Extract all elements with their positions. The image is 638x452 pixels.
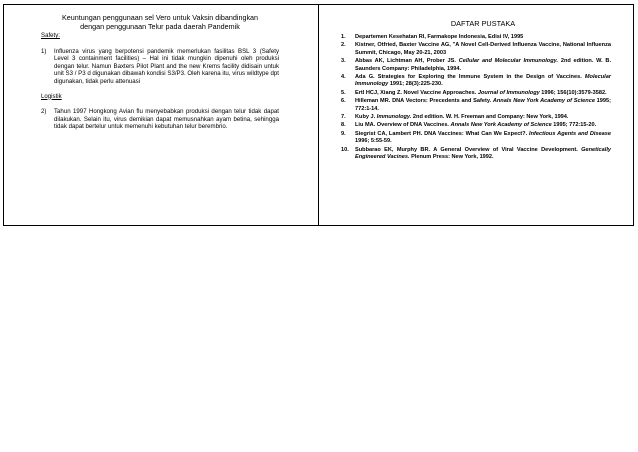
reference-part: 1996; 5:55-59. xyxy=(355,138,392,145)
reference-part: Siegrist CA, Lambert PH. DNA Vaccines: What Can We Expect?. xyxy=(355,130,530,137)
reference-part: Plenum Press: New York, 1992. xyxy=(409,154,494,161)
item-number: 2) xyxy=(41,108,47,116)
reference-number: 10. xyxy=(341,146,349,153)
reference-number: 9. xyxy=(341,130,346,137)
reference-part: Kistner, Otfried, Baxter Vaccine AG, "A Novel Cell-Derived Influenza Vaccine, National Influenza Summit, Chicago, May 20-21, 2003 xyxy=(355,42,611,56)
reference-text xyxy=(355,98,611,113)
reference-title-italic: Infectious Agents and Disease xyxy=(529,130,611,137)
reference-part: 2nd edition. W. B. Saunders Company: Philadelphia, 1994. xyxy=(355,58,612,72)
reference-title-italic: Immunology. xyxy=(376,114,412,121)
reference-text xyxy=(355,131,611,146)
reference-part: 2nd edition. W. H. Freeman and Company: New York, 1994. xyxy=(411,114,569,121)
reference-part: Abbas AK, Lichtman AH, Prober JS. xyxy=(355,58,459,65)
reference-text xyxy=(355,114,568,121)
reference-text xyxy=(355,147,611,162)
reference-part: 1995; 772:15-20. xyxy=(551,122,597,129)
reference-item xyxy=(341,114,611,121)
reference-part: Hilleman MR. DNA Vectors: Precedents and Safety. xyxy=(355,98,493,105)
reference-number: 3. xyxy=(341,58,346,65)
reference-number: 4. xyxy=(341,74,346,81)
reference-item xyxy=(341,122,611,129)
logistik-item xyxy=(41,108,279,131)
item-number: 1) xyxy=(41,47,47,55)
reference-item xyxy=(341,131,611,146)
reference-item xyxy=(341,42,611,57)
reference-title-italic: Annals New York Academy of Science xyxy=(450,122,552,129)
reference-part: Departemen Kesehatan RI, Farmakope Indonesia, Edisi IV, 1995 xyxy=(355,34,524,40)
reference-item xyxy=(341,34,611,41)
reference-item xyxy=(341,58,611,73)
reference-part: Kuby J. xyxy=(355,114,377,121)
item-text: Influenza virus yang berpotensi pandemik memerlukan fasilitas BSL 3 (Safety Level 3 containment facilities) – Hal ini tidak mungkin dipenuhi oleh produksi dengan telur. Namun Baxters Pilot Plant and the new Krems facility didisain untuk unit S3 / P3 d digunakan dibawah kondisi S3/P3. Oleh karena itu, virus wildtype dpt digunakan, tidak perlu attenuasi xyxy=(54,47,279,85)
reference-part: Liu MA. Overview of DNA Vaccines. xyxy=(355,122,451,129)
reference-text xyxy=(355,58,611,73)
reference-number: 7. xyxy=(341,114,346,121)
reference-number: 2. xyxy=(341,42,346,49)
reference-number: 6. xyxy=(341,98,346,105)
reference-text xyxy=(355,34,523,41)
reference-text xyxy=(355,90,607,97)
reference-text xyxy=(355,122,596,129)
reference-title-italic: Molecular Immunology xyxy=(355,74,611,88)
reference-part: 1991; 28(3):225-230. xyxy=(388,81,443,88)
reference-title-italic: Journal of Immunology xyxy=(477,89,540,96)
references-title: DAFTAR PUSTAKA xyxy=(450,19,516,28)
item-text: Tahun 1997 Hongkong Avian flu menyebabkan produksi dengan telur tidak dapat dilakukan. Selain itu, virus demikian dapat memusnahkan ayam betina, sehingga tidak dapat bertelur untuk memenuhi kebutuhan telur berembrio. xyxy=(54,108,279,131)
reference-item xyxy=(341,147,611,162)
column-divider xyxy=(318,4,319,226)
reference-title-italic: Cellular and Molecular Immunology. xyxy=(458,58,559,65)
reference-part: Ertl HCJ, Xiang Z. Novel Vaccine Approaches. xyxy=(355,89,478,96)
reference-part: 1995; 772:1-14. xyxy=(355,98,611,112)
reference-number: 8. xyxy=(341,122,346,129)
reference-title-italic: Genetically Engineered Vacines. xyxy=(355,146,611,161)
left-panel xyxy=(41,13,279,131)
right-panel xyxy=(341,19,611,163)
reference-text xyxy=(355,74,611,89)
reference-part: 1996; 156(10):3579-3582. xyxy=(539,89,607,96)
bottom-rule xyxy=(318,225,634,226)
reference-text xyxy=(355,42,611,57)
reference-item xyxy=(341,90,611,97)
reference-part: Ada G. Strategies for Exploring the Immune System in the Design of Vaccines. xyxy=(355,74,585,81)
safety-item xyxy=(41,48,279,86)
reference-list xyxy=(341,34,611,162)
reference-item xyxy=(341,74,611,89)
reference-number: 1. xyxy=(341,34,346,40)
reference-part: Subbarao EK, Murphy BR. A General Overview of Viral Vaccine Development. xyxy=(355,146,582,153)
left-title: Keuntungan penggunaan sel Vero untuk Vaksin dibandingkan dengan penggunaan Telur pada daerah Pandemik xyxy=(61,13,259,31)
reference-item xyxy=(341,98,611,113)
reference-number: 5. xyxy=(341,89,346,96)
logistik-heading: Logistik xyxy=(41,92,62,100)
safety-heading: Safety: xyxy=(41,32,60,39)
reference-title-italic: Annals New York Academy of Science xyxy=(492,98,595,105)
